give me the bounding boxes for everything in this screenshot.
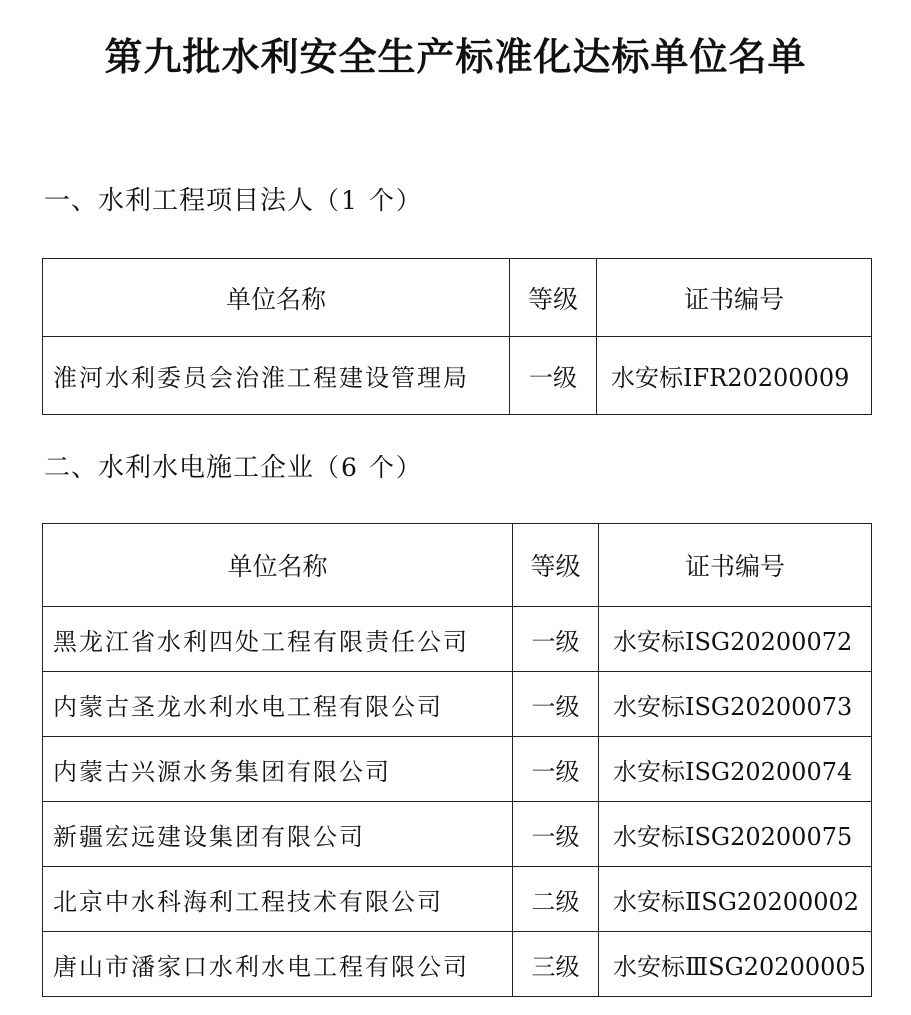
grade-cell: 一级 — [513, 737, 599, 802]
table-row — [43, 672, 872, 737]
table-row — [43, 932, 872, 997]
table-row — [43, 607, 872, 672]
header-grade: 等级 — [510, 259, 597, 337]
unit-name-cell: 北京中水科海利工程技术有限公司 — [43, 867, 513, 932]
table-row — [43, 337, 872, 415]
project-legal-person-table — [42, 258, 872, 415]
unit-name-cell: 黑龙江省水利四处工程有限责任公司 — [43, 607, 513, 672]
unit-name-cell: 内蒙古圣龙水利水电工程有限公司 — [43, 672, 513, 737]
grade-cell: 一级 — [510, 337, 597, 415]
certificate-number-cell: 水安标ⅠSG20200072 — [599, 607, 872, 672]
certificate-number-cell: 水安标ⅠSG20200075 — [599, 802, 872, 867]
table-row — [43, 737, 872, 802]
table-header-row — [43, 259, 872, 337]
header-unit-name: 单位名称 — [43, 259, 510, 337]
certificate-number-cell: 水安标ⅠSG20200073 — [599, 672, 872, 737]
certificate-number-cell: 水安标ⅢSG20200005 — [599, 932, 872, 997]
unit-name-cell: 唐山市潘家口水利水电工程有限公司 — [43, 932, 513, 997]
section-heading-text: 二、水利水电施工企业 — [44, 453, 315, 483]
unit-name-cell: 新疆宏远建设集团有限公司 — [43, 802, 513, 867]
table-header-row — [43, 524, 872, 607]
section-heading-text: 一、水利工程项目法人 — [44, 186, 315, 216]
grade-cell: 三级 — [513, 932, 599, 997]
unit-name-cell: 淮河水利委员会治淮工程建设管理局 — [43, 337, 510, 415]
construction-enterprise-table — [42, 523, 872, 997]
section-heading-construction-enterprise — [44, 447, 423, 484]
header-certificate-number: 证书编号 — [599, 524, 872, 607]
section-count: （6 个） — [314, 453, 423, 482]
header-grade: 等级 — [513, 524, 599, 607]
unit-name-cell: 内蒙古兴源水务集团有限公司 — [43, 737, 513, 802]
certificate-number-cell: 水安标ⅡSG20200002 — [599, 867, 872, 932]
document-title: 第九批水利安全生产标准化达标单位名单 — [104, 35, 807, 79]
table-row — [43, 802, 872, 867]
certificate-number-cell: 水安标ⅠFR20200009 — [597, 337, 872, 415]
grade-cell: 一级 — [513, 672, 599, 737]
grade-cell: 一级 — [513, 802, 599, 867]
certificate-number-cell: 水安标ⅠSG20200074 — [599, 737, 872, 802]
section-heading-project-legal-person — [44, 180, 423, 217]
section-count: （1 个） — [314, 186, 423, 215]
table-row — [43, 867, 872, 932]
header-unit-name: 单位名称 — [43, 524, 513, 607]
grade-cell: 一级 — [513, 607, 599, 672]
header-certificate-number: 证书编号 — [597, 259, 872, 337]
grade-cell: 二级 — [513, 867, 599, 932]
